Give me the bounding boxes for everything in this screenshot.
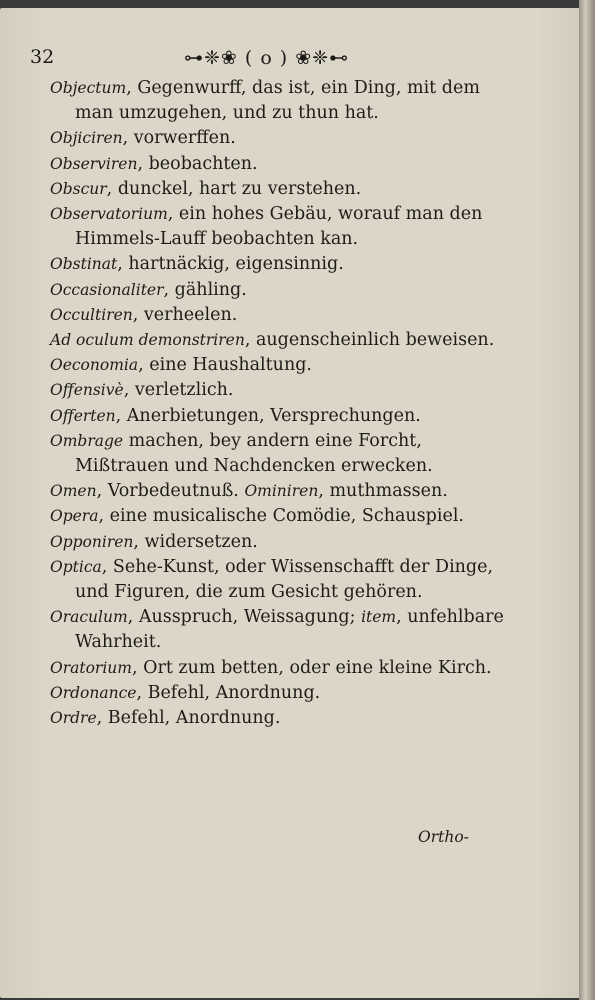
entry-term: Observatorium	[50, 205, 168, 224]
entry-separator: ,	[163, 279, 175, 300]
entry-term: Oratorium	[50, 658, 132, 677]
header-ornament: ⊶❈❀ ( o ) ❀❈⊷	[184, 47, 350, 69]
book-page	[0, 8, 582, 998]
dictionary-entry	[50, 504, 512, 529]
entry-separator: ,	[396, 607, 408, 628]
entry-term: Optica	[50, 557, 102, 576]
entry-term: Offerten	[50, 406, 116, 425]
entry-term: Occasionaliter	[50, 280, 164, 299]
page-number: 32	[30, 46, 55, 68]
entry-definition: Ausspruch, Weissagung;	[138, 607, 356, 628]
entry-subdefinition: muthmassen.	[329, 481, 448, 502]
dictionary-entry	[50, 126, 512, 151]
book-spine-edge	[579, 0, 595, 1000]
dictionary-entry	[50, 605, 512, 655]
entry-definition: hartnäckig, eigensinnig.	[128, 254, 344, 275]
entry-term: Oraculum	[50, 608, 128, 627]
entry-separator: ,	[138, 355, 150, 376]
entry-definition: vorwerffen.	[133, 128, 236, 149]
entry-separator: ,	[136, 682, 148, 703]
entry-separator: ,	[96, 708, 108, 729]
entry-subterm: item	[361, 608, 397, 627]
dictionary-entry	[50, 378, 512, 403]
entry-separator: ,	[137, 153, 149, 174]
dictionary-entry	[50, 681, 512, 706]
entry-separator: ,	[133, 531, 145, 552]
dictionary-entry	[50, 252, 512, 277]
entry-term: Offensivè	[50, 381, 124, 400]
entry-term: Observiren	[50, 154, 138, 173]
entry-definition: eine Haushaltung.	[149, 355, 312, 376]
entry-separator: ,	[117, 254, 129, 275]
entry-separator: ,	[244, 330, 256, 351]
entry-term: Obstinat	[50, 255, 118, 274]
dictionary-entry	[50, 76, 512, 126]
dictionary-entry	[50, 404, 512, 429]
entry-definition: verletzlich.	[134, 380, 234, 401]
entry-separator: ,	[101, 556, 113, 577]
dictionary-entry	[50, 656, 512, 681]
entry-separator: ,	[106, 178, 118, 199]
entry-definition: Anerbietungen, Versprechungen.	[126, 405, 421, 426]
entry-definition: Befehl, Anordnung.	[147, 682, 321, 703]
entry-term: Omen	[50, 482, 97, 501]
dictionary-entry	[50, 429, 512, 479]
entry-definition: augenscheinlich beweisen.	[255, 330, 495, 351]
dictionary-entry	[50, 530, 512, 555]
dictionary-entry	[50, 152, 512, 177]
entry-definition: eine musicalische Comödie, Schauspiel.	[109, 506, 464, 527]
entry-separator: ,	[167, 204, 179, 225]
entry-term: Ordonance	[50, 683, 137, 702]
entry-separator: ,	[131, 657, 144, 678]
entry-definition: gähling.	[174, 279, 247, 300]
entry-separator: ,	[123, 380, 135, 401]
entry-separator: ,	[132, 304, 144, 325]
entry-separator: ,	[122, 128, 134, 149]
catchword: Ortho-	[418, 828, 469, 846]
entry-term: Objiciren	[50, 129, 123, 148]
entry-definition: Gegenwurff, das ist, ein Ding, mit dem man umzugehen, und zu thun hat.	[75, 78, 480, 124]
entry-definition: beobachten.	[148, 153, 258, 174]
dictionary-entry	[50, 303, 512, 328]
entry-definition: verheelen.	[143, 304, 238, 325]
entry-term: Obscur	[50, 179, 107, 198]
entry-subterm: Ominiren	[244, 482, 319, 501]
dictionary-entry	[50, 353, 512, 378]
entry-term: Occultiren	[50, 305, 133, 324]
dictionary-entries	[50, 76, 512, 731]
entry-definition: ein hohes Gebäu, worauf man den Himmels-Lauff beobachten kan.	[75, 204, 483, 250]
entry-separator: ,	[96, 481, 108, 502]
dictionary-entry	[50, 177, 512, 202]
dictionary-entry	[50, 479, 512, 504]
dictionary-entry	[50, 202, 512, 252]
entry-definition: machen, bey andern eine Forcht, Mißtrauen und Nachdencken erwecken.	[75, 430, 433, 477]
entry-definition: Sehe-Kunst, oder Wissenschafft der Dinge, und Figuren, die zum Gesicht gehören.	[75, 556, 494, 603]
entry-subdefinition: unfehlbare Wahrheit.	[75, 607, 504, 653]
dictionary-entry	[50, 278, 512, 303]
dictionary-entry	[50, 328, 512, 353]
entry-term: Opponiren	[50, 532, 134, 551]
entry-separator: ,	[98, 506, 110, 527]
page-header	[30, 46, 370, 72]
entry-separator: ,	[127, 607, 139, 628]
entry-definition: Ort zum betten, oder eine kleine Kirch.	[143, 657, 492, 678]
entry-definition: dunckel, hart zu verstehen.	[117, 178, 362, 199]
entry-term: Opera	[50, 507, 99, 526]
entry-separator: ,	[115, 405, 127, 426]
entry-term: Oeconomia	[50, 356, 139, 375]
entry-separator: ,	[126, 78, 138, 98]
entry-term: Objectum	[50, 79, 127, 97]
entry-separator: ,	[318, 481, 330, 502]
entry-definition: Befehl, Anordnung.	[107, 708, 281, 729]
entry-term: Ad oculum demonstriren	[50, 331, 245, 350]
entry-definition: widersetzen.	[144, 531, 258, 552]
entry-term: Ordre	[50, 709, 97, 728]
entry-definition: Vorbedeutnuß.	[107, 481, 239, 502]
dictionary-entry	[50, 706, 512, 731]
entry-term: Ombrage	[50, 431, 124, 450]
dictionary-entry	[50, 555, 512, 605]
